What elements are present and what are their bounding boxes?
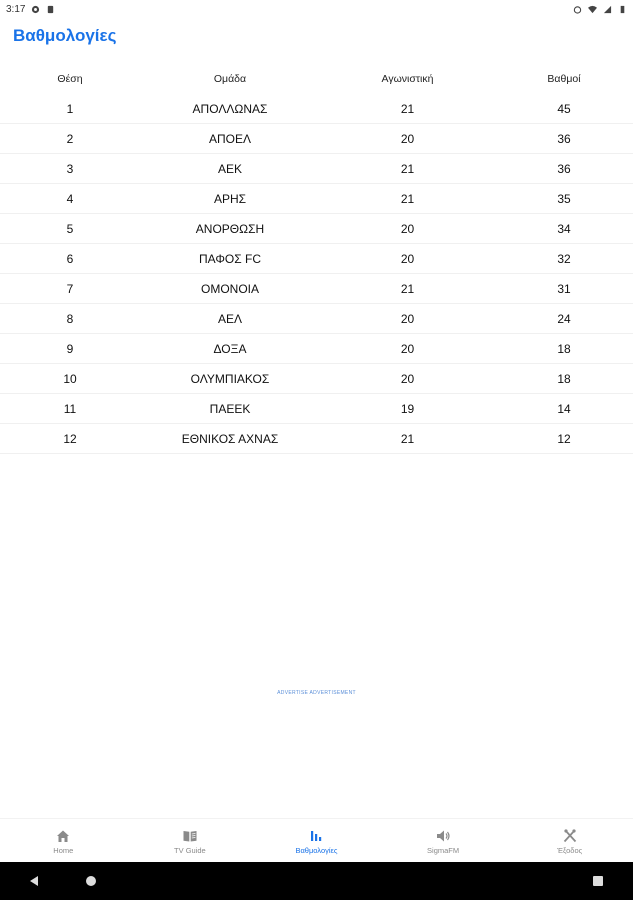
cell-matchday: 19 [320, 394, 495, 424]
cell-points: 34 [495, 214, 633, 244]
cell-position: 2 [0, 124, 140, 154]
table-row [0, 184, 633, 214]
speaker-icon [435, 828, 451, 844]
cell-team: ΟΜΟΝΟΙΑ [140, 274, 320, 304]
header-position: Θέση [57, 73, 83, 85]
cell-matchday: 21 [320, 94, 495, 124]
nav-item-home[interactable] [0, 819, 127, 863]
page-title: Βαθμολογίες [13, 26, 117, 45]
cell-matchday: 21 [320, 274, 495, 304]
cell-team: ΑΠΟΕΛ [140, 124, 320, 154]
header-team: Ομάδα [213, 73, 247, 85]
table-row [0, 214, 633, 244]
cell-matchday: 20 [320, 244, 495, 274]
sim-icon [46, 5, 55, 14]
cell-team: ΑΠΟΛΛΩΝΑΣ [140, 94, 320, 124]
cell-team: ΑΝΟΡΘΩΣΗ [140, 214, 320, 244]
cell-points: 18 [495, 364, 633, 394]
battery-icon [618, 5, 627, 14]
cell-points: 36 [495, 124, 633, 154]
nav-label-home: Home [53, 845, 74, 855]
cell-position: 1 [0, 94, 140, 124]
cell-position: 6 [0, 244, 140, 274]
cell-matchday: 21 [320, 184, 495, 214]
cell-position: 5 [0, 214, 140, 244]
table-row [0, 244, 633, 274]
cell-points: 31 [495, 274, 633, 304]
nav-item-sigmafm[interactable] [380, 819, 507, 863]
table-row [0, 394, 633, 424]
cell-position: 12 [0, 424, 140, 454]
table-row [0, 304, 633, 334]
header-matchday: Αγωνιστική [381, 73, 434, 85]
table-row [0, 334, 633, 364]
cell-points: 32 [495, 244, 633, 274]
nav-label-tv-guide: TV Guide [174, 845, 206, 855]
cell-matchday: 20 [320, 214, 495, 244]
nav-label-standings: Βαθμολογίες [295, 845, 338, 855]
status-bar [0, 0, 633, 18]
cell-points: 14 [495, 394, 633, 424]
sync-icon [31, 5, 40, 14]
cell-points: 45 [495, 94, 633, 124]
cell-matchday: 20 [320, 364, 495, 394]
system-nav-bar [0, 862, 633, 900]
cell-points: 12 [495, 424, 633, 454]
cell-team: ΠΑΦΟΣ FC [140, 244, 320, 274]
table-row [0, 154, 633, 184]
cell-points: 18 [495, 334, 633, 364]
cell-position: 4 [0, 184, 140, 214]
standings-table [0, 64, 633, 454]
signal-icon [603, 5, 612, 14]
alarm-icon [573, 5, 582, 14]
nav-label-sigmafm: SigmaFM [427, 845, 460, 855]
book-icon [182, 828, 198, 844]
wifi-icon [588, 5, 597, 14]
cell-position: 7 [0, 274, 140, 304]
cell-position: 9 [0, 334, 140, 364]
cell-matchday: 21 [320, 424, 495, 454]
ad-label[interactable]: ADVERTISE ADVERTISEMENT [277, 690, 356, 696]
status-time: 3:17 [6, 3, 26, 15]
cell-team: ΑΡΗΣ [140, 184, 320, 214]
cell-position: 3 [0, 154, 140, 184]
cell-position: 8 [0, 304, 140, 334]
cell-position: 10 [0, 364, 140, 394]
nav-item-standings[interactable] [253, 819, 380, 863]
cell-points: 36 [495, 154, 633, 184]
table-row [0, 424, 633, 454]
cell-matchday: 20 [320, 334, 495, 364]
home-icon [55, 828, 71, 844]
bottom-nav [0, 818, 633, 863]
back-icon[interactable] [28, 875, 40, 887]
cell-matchday: 20 [320, 304, 495, 334]
header-points: Βαθμοί [547, 73, 581, 85]
cell-team: ΕΘΝΙΚΟΣ ΑΧΝΑΣ [140, 424, 320, 454]
cell-points: 35 [495, 184, 633, 214]
nav-item-exit[interactable] [506, 819, 633, 863]
table-row [0, 124, 633, 154]
table-row [0, 274, 633, 304]
table-header-row [0, 64, 633, 94]
cell-team: ΟΛΥΜΠΙΑΚΟΣ [140, 364, 320, 394]
cell-team: ΑΕΛ [140, 304, 320, 334]
table-row [0, 94, 633, 124]
cell-position: 11 [0, 394, 140, 424]
recents-icon[interactable] [592, 875, 604, 887]
cell-points: 24 [495, 304, 633, 334]
exit-utensils-icon [562, 828, 578, 844]
cell-team: ΔΟΞΑ [140, 334, 320, 364]
table-row [0, 364, 633, 394]
cell-matchday: 21 [320, 154, 495, 184]
nav-label-exit: Έξοδος [557, 845, 583, 855]
cell-team: ΑΕΚ [140, 154, 320, 184]
bar-chart-icon [308, 828, 324, 844]
nav-item-tv-guide[interactable] [127, 819, 254, 863]
cell-team: ΠΑΕΕΚ [140, 394, 320, 424]
cell-matchday: 20 [320, 124, 495, 154]
home-button-icon[interactable] [85, 875, 97, 887]
